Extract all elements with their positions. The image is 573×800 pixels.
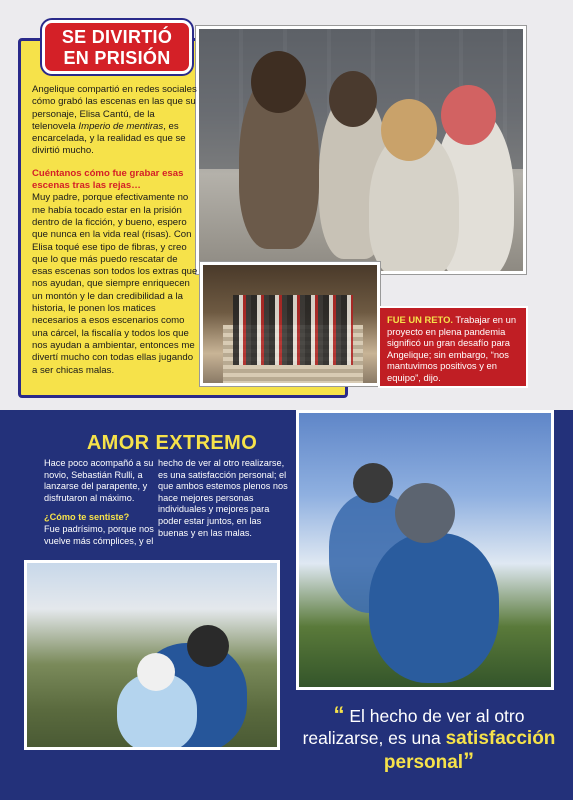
- intro-paragraph: [32, 84, 200, 158]
- interview-question: Cuéntanos cómo fue grabar esas escenas tras las rejas…: [32, 167, 184, 192]
- photo-figure: [369, 533, 499, 683]
- intro-text-a: Angelique compartió en redes sociales cómo grabó las escenas en las que su personaje, Elisa Cantú, de la telenovela: [32, 84, 197, 132]
- photo-figure-head: [187, 625, 229, 667]
- title-line-1: SE DIVIRTIÓ: [61, 27, 173, 47]
- photo-figure-head: [441, 85, 496, 145]
- quote-highlight: satisfacción personal: [383, 728, 556, 773]
- column-paragraph: Hace poco acompañó a su novio, Sebastián Rulli, a lanzarse del parapente, y disfrutaron al máximo.: [44, 458, 154, 503]
- photo-caption-box: [378, 306, 528, 388]
- article-column-1: [44, 458, 170, 555]
- quote-text: El hecho de ver al otro realizarse, es una: [302, 706, 525, 748]
- interview-answer: Fue padrísimo, porque nos vuelve más cómplices, y el: [44, 523, 154, 546]
- cast-staircase-photo: [200, 262, 380, 386]
- show-title: Imperio de mentiras: [78, 120, 164, 132]
- interview-question: ¿Cómo te sentiste?: [44, 512, 130, 523]
- article-column-2: [158, 458, 290, 547]
- prison-group-photo: [196, 26, 526, 274]
- photo-figure-head: [137, 653, 175, 691]
- paragliding-photo-small: [24, 560, 280, 750]
- photo-figure-head: [353, 463, 393, 503]
- photo-figure-head: [251, 51, 306, 113]
- section-title: AMOR EXTREMO: [86, 432, 258, 454]
- top-article-text: [32, 84, 200, 387]
- photo-figure-head: [329, 71, 377, 127]
- quote-open-mark: “: [333, 702, 345, 727]
- column-paragraph: hecho de ver al otro realizarse, es una satisfacción personal; el que ambos estemos plenos nos hace mejores personas individuales y mejores para poder estar juntos, en las buenas y en las malas.: [158, 458, 288, 538]
- caption-lead: FUE UN RETO.: [387, 314, 453, 325]
- interview-answer: Muy padre, porque efectivamente no me había tocado estar en la prisión dentro de la ficción, y bueno, espero que nunca en la vida real (risas). Con Elisa toqué ese tipo de fibras, y creo que lo que más puedo rescatar de esas escenas son todos los extras que nos ayudan, que siempre enriquecen un montón y le dan credibilidad a la historia, le ponen los matices necesarios a esos escenarios como una cárcel, la fiscalía y todos los que nos ayudan a ambientar, entonces me divertí mucho con todas ellas jugando a ser chicas malas.: [32, 192, 198, 376]
- title-line-2: EN PRISIÓN: [63, 48, 171, 68]
- section-title-badge: [42, 20, 192, 74]
- photo-figure-head: [395, 483, 455, 543]
- quote-close-mark: ”: [463, 748, 475, 773]
- paragliding-photo-large: [296, 410, 554, 690]
- intro-text-b: , es encarcelada, y la realidad es que se divirtió mucho.: [32, 120, 186, 157]
- caption-text: Trabajar en un proyecto en plena pandemia significó un gran desafío para Angelique; sin embargo, “nos mantuvimos positivos y en equipo”, dijo.: [387, 314, 517, 383]
- photo-figure-head: [381, 99, 437, 161]
- photo-cast-group: [233, 295, 353, 365]
- pull-quote: [300, 704, 558, 774]
